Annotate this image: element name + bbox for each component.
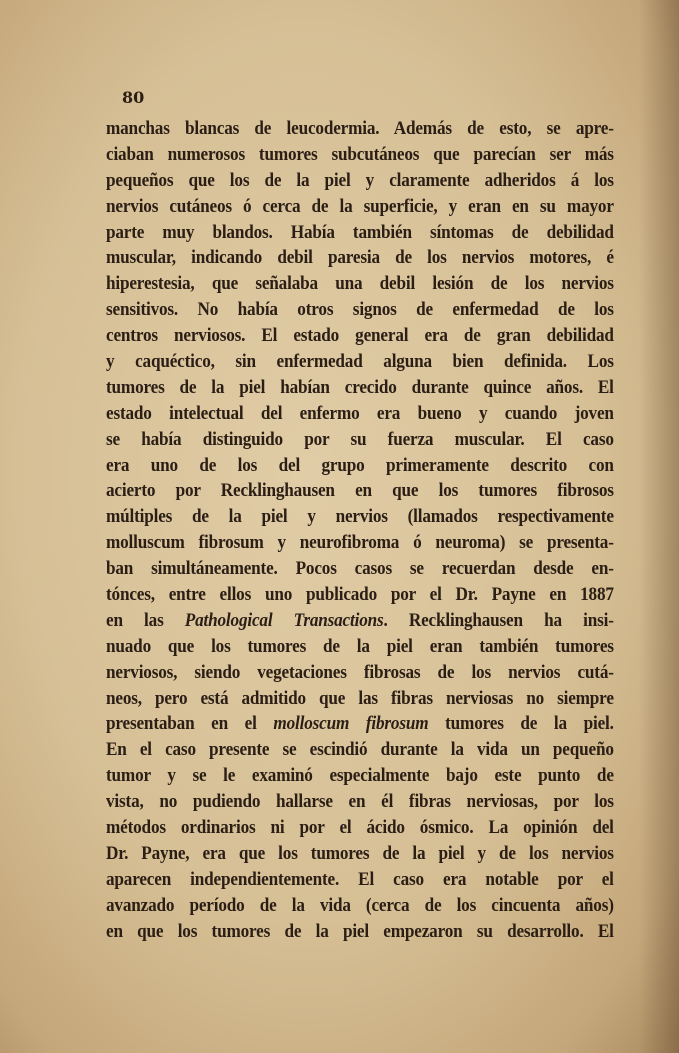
text-line: tumor y se le examinó especialmente bajo este punto de bbox=[106, 766, 614, 787]
italic-text: Pathological Transactions bbox=[184, 610, 384, 631]
text-line: centros nerviosos. El estado general era de gran debilidad bbox=[106, 326, 614, 347]
text-line: acierto por Recklinghausen en que los tumores fibrosos bbox=[106, 481, 614, 502]
text-line: sensitivos. No había otros signos de enfermedad de los bbox=[106, 300, 614, 321]
text-line: avanzado período de la vida (cerca de los cincuenta años) bbox=[106, 895, 614, 916]
text-line: tónces, entre ellos uno publicado por el Dr. Payne en 1887 bbox=[106, 585, 614, 606]
text-line: neos, pero está admitido que las fibras nerviosas no siempre bbox=[106, 688, 614, 709]
text-line: aparecen independientemente. El caso era notable por el bbox=[106, 869, 614, 890]
text-line bbox=[106, 712, 614, 738]
text-line: muscular, indicando debil paresia de los nervios motores, é bbox=[106, 248, 614, 269]
text-line: nuado que los tumores de la piel eran también tumores bbox=[106, 636, 614, 657]
text-segment: en las bbox=[106, 610, 185, 631]
text-line: En el caso presente se escindió durante la vida un pequeño bbox=[106, 740, 614, 761]
text-line: nerviosos, siendo vegetaciones fibrosas de los nervios cutá- bbox=[106, 662, 614, 683]
text-line bbox=[106, 609, 614, 635]
page-edge-shadow bbox=[639, 0, 679, 1053]
text-segment: presentaban en el bbox=[106, 714, 274, 735]
text-line: en que los tumores de la piel empezaron su desarrollo. El bbox=[106, 921, 614, 942]
text-line: se había distinguido por su fuerza muscular. El caso bbox=[106, 429, 614, 450]
text-line: molluscum fibrosum y neurofibroma ó neuroma) se presenta- bbox=[106, 533, 614, 554]
text-line: nervios cutáneos ó cerca de la superficie, y eran en su mayor bbox=[106, 196, 614, 217]
text-line: múltiples de la piel y nervios (llamados respectivamente bbox=[106, 507, 614, 528]
text-segment: tumores de la piel. bbox=[428, 714, 614, 735]
text-line: hiperestesia, que señalaba una debil lesión de los nervios bbox=[106, 274, 614, 295]
text-line: y caquéctico, sin enfermedad alguna bien definida. Los bbox=[106, 352, 614, 373]
text-line: manchas blancas de leucodermia. Además de esto, se apre- bbox=[106, 119, 614, 139]
text-line: pequeños que los de la piel y claramente adheridos á los bbox=[106, 170, 614, 191]
text-line: estado intelectual del enfermo era bueno y cuando joven bbox=[106, 403, 614, 424]
text-line: ciaban numerosos tumores subcutáneos que parecían ser más bbox=[106, 144, 614, 165]
text-line: métodos ordinarios ni por el ácido ósmico. La opinión del bbox=[106, 818, 614, 839]
body-text bbox=[106, 117, 614, 946]
italic-text: molloscum fibrosum bbox=[273, 714, 429, 735]
text-line: ban simultáneamente. Pocos casos se recuerdan desde en- bbox=[106, 559, 614, 580]
text-segment: . Recklinghausen ha insi- bbox=[383, 610, 614, 631]
page-number: 80 bbox=[122, 88, 145, 107]
text-line: tumores de la piel habían crecido durante quince años. El bbox=[106, 377, 614, 398]
text-line: Dr. Payne, era que los tumores de la piel y de los nervios bbox=[106, 843, 614, 864]
text-line: era uno de los del grupo primeramente descrito con bbox=[106, 455, 614, 476]
text-line: vista, no pudiendo hallarse en él fibras nerviosas, por los bbox=[106, 792, 614, 813]
text-line: parte muy blandos. Había también síntomas de debilidad bbox=[106, 222, 614, 243]
